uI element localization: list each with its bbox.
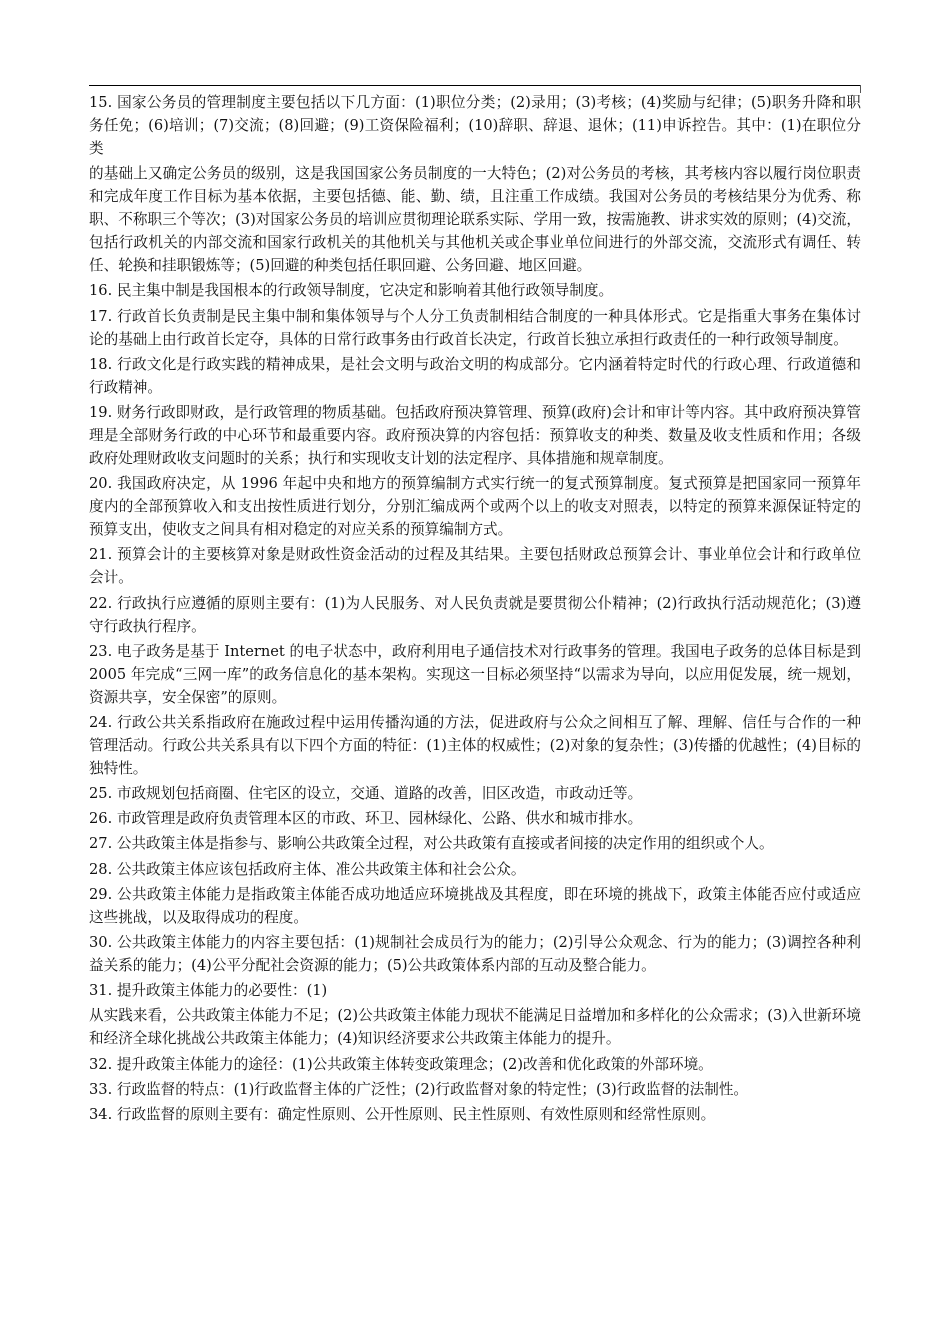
paragraph-27: 27. 公共政策主体是指参与、影响公共政策全过程，对公共政策有直接或者间接的决定作用的组织或个人。 xyxy=(89,835,774,853)
paragraph-17: 17. 行政首长负责制是民主集中制和集体领导与个人分工负责制相结合制度的一种具体形式。它是指重大事务在集体讨论的基础上由行政首长定夺，具体的日常行政事务由行政首长决定，行政首长独立承担行政责任的一种行政领导制度。 xyxy=(89,307,861,348)
paragraph-29: 29. 公共政策主体能力是指政策主体能否成功地适应环境挑战及其程度，即在环境的挑战下，政策主体能否应付或适应这些挑战，以及取得成功的程度。 xyxy=(89,885,861,926)
header-rule xyxy=(89,85,861,86)
paragraph-18: 18. 行政文化是行政实践的精神成果，是社会文明与政治文明的构成部分。它内涵着特定时代的行政心理、行政道德和行政精神。 xyxy=(89,355,861,396)
paragraph-24: 24. 行政公共关系指政府在施政过程中运用传播沟通的方法，促进政府与公众之间相互了解、理解、信任与合作的一种管理活动。行政公共关系具有以下四个方面的特征：(1)主体的权威性；(2)对象的复杂性；(3)传播的优越性；(4)目标的独特性。 xyxy=(89,713,861,777)
paragraph-30: 30. 公共政策主体能力的内容主要包括：(1)规制社会成员行为的能力；(2)引导公众观念、行为的能力；(3)调控各种利益关系的能力；(4)公平分配社会资源的能力；(5)公共政策体系内部的互动及整合能力。 xyxy=(89,934,861,974)
paragraph-25: 25. 市政规划包括商圈、住宅区的设立，交通、道路的改善，旧区改造，市政动迁等。 xyxy=(89,785,643,803)
paragraph-31-continued: 从实践来看，公共政策主体能力不足；(2)公共政策主体能力现状不能满足日益增加和多样化的公众需求；(3)入世新环境和经济全球化挑战公共政策主体能力；(4)知识经济要求公共政策主体能力的提升。 xyxy=(89,1007,861,1048)
paragraph-15: 15. 国家公务员的管理制度主要包括以下几方面：(1)职位分类；(2)录用；(3)考核；(4)奖励与纪律；(5)职务升降和职务任免；(6)培训；(7)交流；(8)回避；(9)工资保险福利；(10)辞职、辞退、退休；(11)申诉控告。其中：(1)在职位分类 xyxy=(89,94,861,157)
document-body xyxy=(89,91,861,1128)
paragraph-28: 28. 公共政策主体应该包括政府主体、准公共政策主体和社会公众。 xyxy=(89,860,526,878)
paragraph-33: 33. 行政监督的特点：(1)行政监督主体的广泛性；(2)行政监督对象的特定性；(3)行政监督的法制性。 xyxy=(89,1080,749,1098)
paragraph-34: 34. 行政监督的原则主要有：确定性原则、公开性原则、民主性原则、有效性原则和经常性原则。 xyxy=(89,1105,716,1123)
paragraph-31: 31. 提升政策主体能力的必要性：(1) xyxy=(89,982,328,1000)
paragraph-19: 19. 财务行政即财政，是行政管理的物质基础。包括政府预决算管理、预算(政府)会计和审计等内容。其中政府预决算管理是全部财务行政的中心环节和最重要内容。政府预决算的内容包括：预算收支的种类、数量及收支性质和作用；各级政府处理财政收支问题时的关系；执行和实现收支计划的法定程序、具体措施和规章制度。 xyxy=(89,403,861,467)
paragraph-16: 16. 民主集中制是我国根本的行政领导制度，它决定和影响着其他行政领导制度。 xyxy=(89,282,614,300)
paragraph-15-continued: 的基础上又确定公务员的级别，这是我国国家公务员制度的一大特色；(2)对公务员的考核，其考核内容以履行岗位职责和完成年度工作目标为基本依据，主要包括德、能、勤、绩，且注重工作成绩。我国对公务员的考核结果分为优秀、称职、不称职三个等次；(3)对国家公务员的培训应贯彻理论联系实际、学用一致，按需施教、讲求实效的原则；(4)交流，包括行政机关的内部交流和国家行政机关的其他机关与其他机关或企事业单位间进行的外部交流，交流形式有调任、转任、轮换和挂职锻炼等；(5)回避的种类包括任职回避、公务回避、地区回避。 xyxy=(89,165,861,275)
paragraph-21: 21. 预算会计的主要核算对象是财政性资金活动的过程及其结果。主要包括财政总预算会计、事业单位会计和行政单位会计。 xyxy=(89,546,861,587)
paragraph-32: 32. 提升政策主体能力的途径：(1)公共政策主体转变政策理念；(2)改善和优化政策的外部环境。 xyxy=(89,1055,713,1073)
paragraph-26: 26. 市政管理是政府负责管理本区的市政、环卫、园林绿化、公路、供水和城市排水。 xyxy=(89,810,643,828)
paragraph-23: 23. 电子政务是基于 Internet 的电子状态中，政府利用电子通信技术对行政事务的管理。我国电子政务的总体目标是到 2005 年完成“三网一库”的政务信息化的基本架构。实现这一目标必须坚持“以需求为导向，以应用促发展，统一规划，资源共享，安全保密”的原则。 xyxy=(89,642,861,706)
paragraph-20: 20. 我国政府决定，从 1996 年起中央和地方的预算编制方式实行统一的复式预算制度。复式预算是把国家同一预算年度内的全部预算收入和支出按性质进行划分，分别汇编成两个或两个以上的收支对照表，以特定的预算来源保证特定的预算支出，使收支之间具有相对稳定的对应关系的预算编制方式。 xyxy=(89,475,861,539)
paragraph-22: 22. 行政执行应遵循的原则主要有：(1)为人民服务、对人民负责就是要贯彻公仆精神；(2)行政执行活动规范化；(3)遵守行政执行程序。 xyxy=(89,594,861,635)
